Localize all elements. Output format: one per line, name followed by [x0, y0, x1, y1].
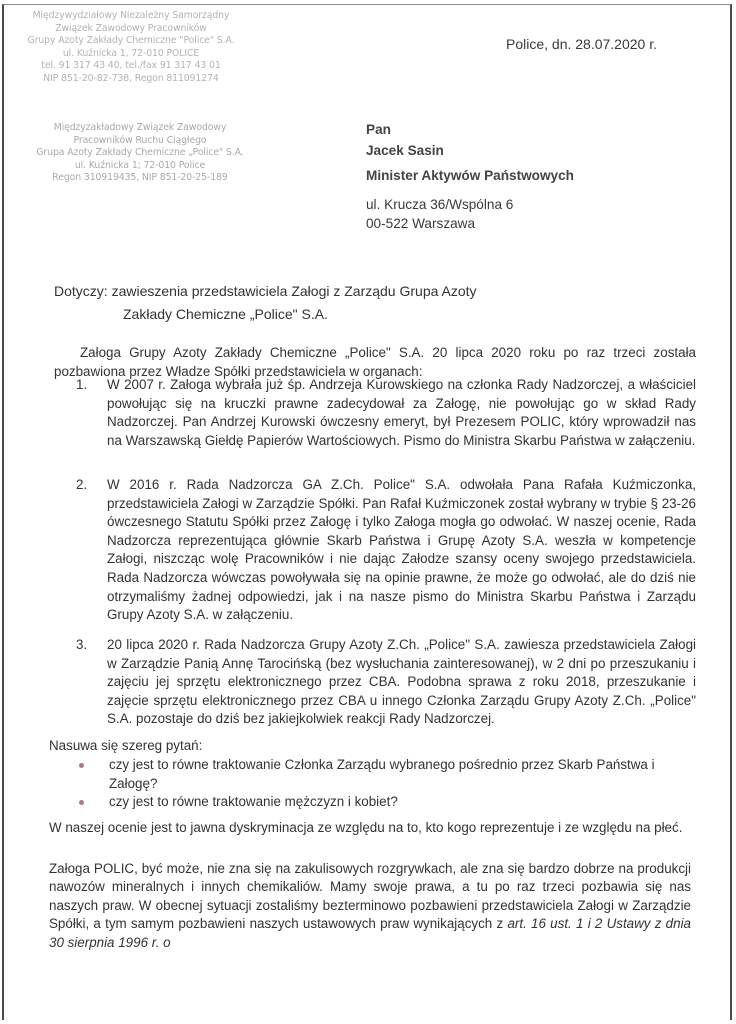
stamp-line: Pracowników Ruchu Ciągłego: [73, 134, 207, 146]
question-text: czy jest to równe traktowanie Członka Zarządu wybranego pośrednio przez Skarb Państwa i Załogę?: [109, 756, 655, 791]
questions-block: [49, 737, 689, 812]
union-stamp-top: [26, 10, 236, 86]
union-stamp-second: [20, 122, 260, 185]
stamp-line: Związek Zawodowy Pracowników: [55, 22, 207, 34]
stamp-line: tel. 91 317 43 40, tel./fax 91 317 43 01: [41, 60, 221, 72]
intro-paragraph: Załoga Grupy Azoty Zakłady Chemiczne „Police" S.A. 20 lipca 2020 roku po raz trzeci została pozbawiona przez Władze Spółki przedstawiciela w organach:: [54, 345, 696, 379]
numbered-list-item: [76, 376, 696, 450]
numbered-list-item: [76, 636, 696, 729]
stamp-line: Grupa Azoty Zakłady Chemiczne „Police" S.A.: [36, 147, 244, 159]
closing-paragraph: [49, 860, 691, 952]
subject-text-line2: Zakłady Chemiczne „Police" S.A.: [123, 306, 328, 322]
subject-label: Dotyczy:: [54, 283, 108, 299]
stamp-line: Międzyzakładowy Związek Zawodowy: [53, 122, 227, 133]
recipient-city: 00-522 Warszawa: [366, 216, 476, 231]
bullet-icon: [79, 800, 84, 805]
bullet-icon: [79, 763, 84, 768]
stamp-line: ul. Kuźnicka 1; 72-010 Police: [74, 159, 206, 171]
recipient-position: Minister Aktywów Państwowych: [366, 168, 574, 183]
stamp-line: Regon 310919435, NIP 851-20-25-189: [52, 172, 228, 184]
stamp-line: ul. Kuźnicka 1, 72-010 POLICE: [62, 47, 200, 59]
list-number: 1.: [76, 377, 88, 392]
stamp-line: Międzywydziałowy Niezależny Samorządny: [32, 10, 230, 21]
subject-text-line1: zawieszenia przedstawiciela Załogi z Zarządu Grupa Azoty: [111, 283, 477, 299]
question-text: czy jest to równe traktowanie mężczyzn i kobiet?: [109, 794, 398, 810]
list-item-text: W 2007 r. Załoga wybrała już śp. Andrzeja Kurowskiego na członka Rady Nadzorczej, a właściciel powołując się na kruczki prawne zadecydował za Załogę, nie powołując go w skład Rady Nadzorczej. Pan Andrzej Kurowski ówczesny emeryt, był Prezesem POLIC, który wprowadził nas na Warszawską Giełdę Papierów Wartościowych. Pismo do Ministra Skarbu Państwa w załączeniu.: [107, 377, 696, 448]
recipient-salutation: Pan: [366, 122, 391, 137]
questions-lead: Nasuwa się szereg pytań:: [49, 738, 203, 753]
list-item-text: 20 lipca 2020 r. Rada Nadzorcza Grupy Azoty Z.Ch. „Police" S.A. zawiesza przedstawiciela Załogi w Zarządzie Panią Annę Tarocińską (bez wysłuchania zainteresowanej), w 2 dni po przeszukaniu i zajęciu jej sprzętu elektronicznego przez CBA. Podobna sprawa z roku 2018, przeszukanie i zajęcie sprzętu elektronicznego przez CBA u innego Członka Zarządu Grupy Azoty Z.Ch. „Police" S.A. pozostaje do dziś bez jakiejkolwiek reakcji Rady Nadzorczej.: [107, 637, 696, 727]
question-item: [49, 793, 689, 812]
letter-date: Police, dn. 28.07.2020 r.: [506, 36, 657, 52]
numbered-list-item: [76, 476, 696, 625]
law-reference: art. 16 ust. 1 i 2 Ustawy z dnia 30 sierpnia 1996 r. o: [49, 916, 691, 950]
subject-line: [54, 280, 477, 326]
stamp-line: NIP 851-20-82-738, Regon 811091274: [43, 72, 219, 84]
assessment-paragraph: W naszej ocenie jest to jawna dyskryminacja ze względu na to, kto kogo reprezentuje i ze względu na płeć.: [49, 820, 683, 835]
list-number: 2.: [76, 477, 88, 492]
questions-list: [49, 756, 689, 812]
stamp-line: Grupy Azoty Zakłady Chemiczne "Police" S.A.: [27, 35, 235, 47]
list-number: 3.: [76, 637, 88, 652]
closing-paragraph-text: Załoga POLIC, być może, nie zna się na zakulisowych rozgrywkach, ale zna się bardzo dobrze na produkcji nawozów mineralnych i innych chemikaliów. Mamy swoje prawa, a tu po raz trzeci pozbawia się nas naszych praw. W obecnej sytuacji zostaliśmy bezterminowo pozbawieni przedstawiciela Załogi w Zarządzie Spółki, a tym samym pozbawieni naszych ustawowych praw wynikających z: [49, 861, 691, 932]
list-item-text: W 2016 r. Rada Nadzorcza GA Z.Ch. Police" S.A. odwołała Pana Rafała Kuźmiczonka, przedstawiciela Załogi w Zarządzie Spółki. Pan Rafał Kuźmiczonek został wybrany w trybie § 23-26 ówczesnego Statutu Spółki przez Załogę i tylko Załoga mogła go odwołać. W naszej ocenie, Rada Nadzorcza reprezentująca głównie Skarb Państwa i Grupę Azoty S.A. weszła w kompetencje Załogi, niszcząc wolę Pracowników i nie dając Załodze szansy oceny swojego przedstawiciela. Rada Nadzorcza wówczas powoływała się na opinie prawne, że może go odwołać, ale do dziś nie otrzymaliśmy żadnej odpowiedzi, jak i na nasze pismo do Ministra Skarbu Państwa i Zarządu Grupy Azoty S.A. w załączeniu.: [107, 477, 696, 623]
recipient-name: Jacek Sasin: [366, 143, 444, 158]
question-item: [49, 756, 689, 794]
recipient-street: ul. Krucza 36/Wspólna 6: [366, 197, 514, 212]
